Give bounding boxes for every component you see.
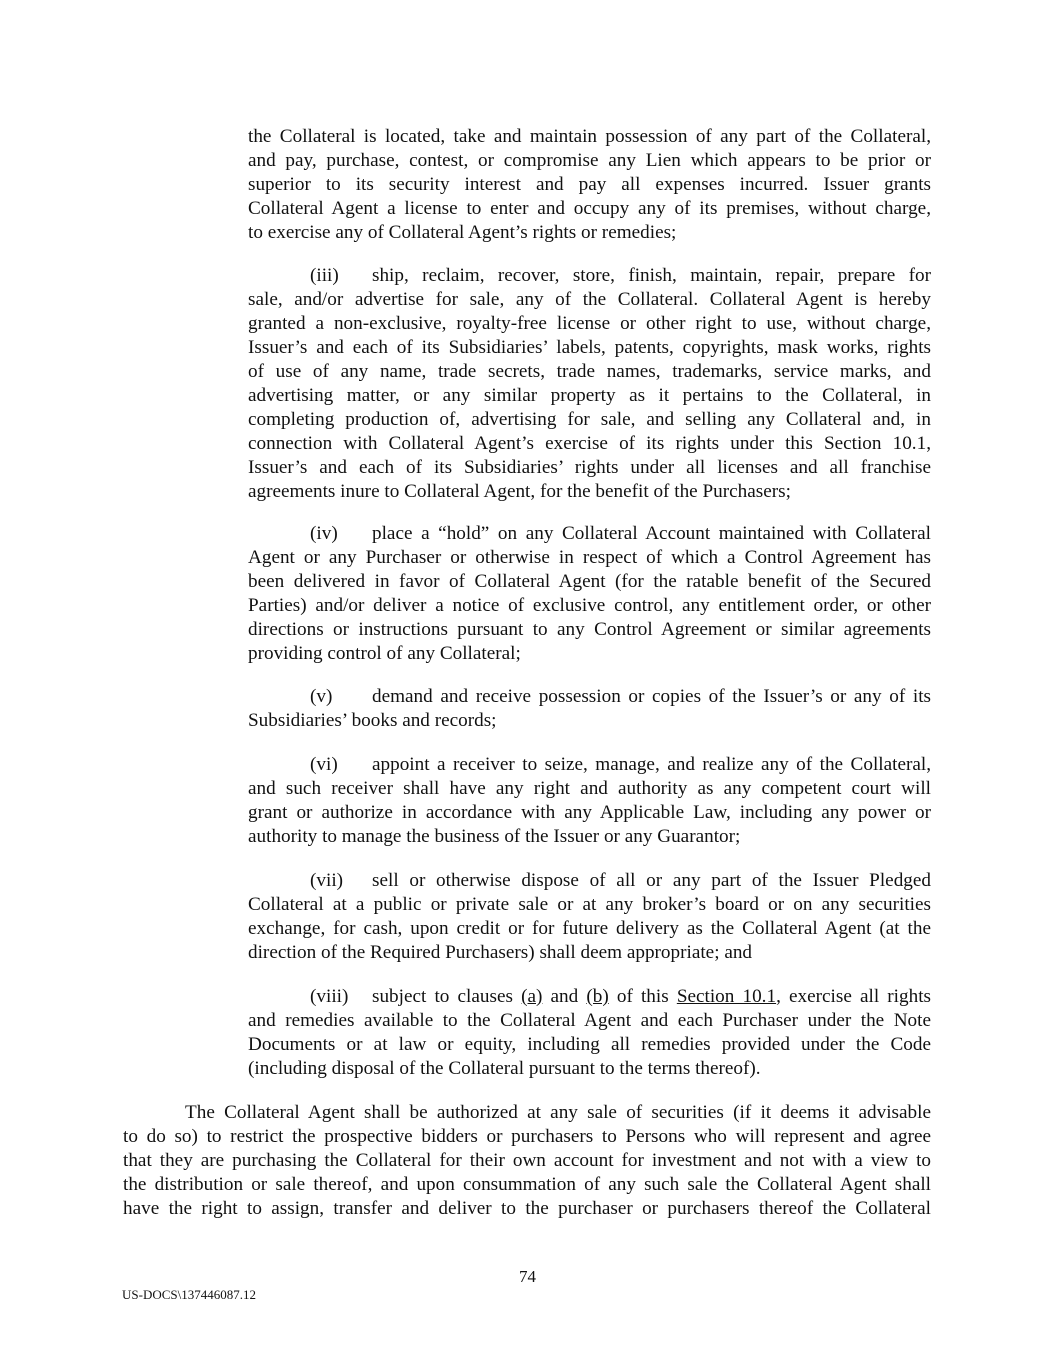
text-line: Subsidiaries’ books and records;	[248, 710, 497, 731]
text-line: grant or authorize in accordance with any Applicable Law, including any power or	[248, 802, 931, 823]
text-line: the distribution or sale thereof, and upon consummation of any such sale the Collateral Agent shall	[123, 1174, 931, 1195]
document-id: US-DOCS\137446087.12	[122, 1287, 256, 1302]
text-line: completing production of, advertising for sale, and selling any Collateral and, in	[248, 409, 931, 430]
text-line: that they are purchasing the Collateral for their own account for investment and not with a view to	[123, 1150, 931, 1171]
text-line: (including disposal of the Collateral pursuant to the terms thereof).	[248, 1058, 761, 1079]
clause-number: (viii)	[310, 986, 349, 1007]
text-fragment: , exercise all rights	[776, 986, 931, 1007]
paragraph-clause-iii	[248, 264, 931, 504]
section-10-1-reference[interactable]: Section 10.1	[676, 986, 777, 1007]
clause-first-line: ship, reclaim, recover, store, finish, maintain, repair, prepare for	[372, 265, 931, 286]
text-line	[248, 522, 931, 546]
paragraph-clause-v	[248, 685, 931, 733]
paragraph-clause-viii	[248, 985, 931, 1081]
page-number: 74	[519, 1267, 536, 1286]
text-line: superior to its security interest and pay all expenses incurred. Issuer grants	[248, 174, 931, 195]
text-line	[248, 869, 931, 893]
text-line: and such receiver shall have any right and authority as any competent court will	[248, 778, 931, 799]
clause-number: (iii)	[310, 265, 339, 286]
text-line: authority to manage the business of the Issuer or any Guarantor;	[248, 826, 741, 847]
clause-number: (iv)	[310, 523, 338, 544]
text-line: to exercise any of Collateral Agent’s rights or remedies;	[248, 222, 677, 243]
clause-first-line: sell or otherwise dispose of all or any part of the Issuer Pledged	[372, 870, 931, 891]
text-line: have the right to assign, transfer and deliver to the purchaser or purchasers thereof the Collateral	[123, 1198, 931, 1219]
text-line: direction of the Required Purchasers) shall deem appropriate; and	[248, 942, 753, 963]
paragraph-continued	[248, 125, 931, 245]
text-line	[248, 753, 931, 777]
clause-a-reference[interactable]: (a)	[521, 986, 543, 1007]
text-line: granted a non-exclusive, royalty-free license or other right to use, without charge,	[248, 313, 931, 334]
text-line: the Collateral is located, take and maintain possession of any part of the Collateral,	[248, 126, 931, 147]
text-line: providing control of any Collateral;	[248, 643, 521, 664]
text-fragment: and	[542, 986, 587, 1007]
text-line: Issuer’s and each of its Subsidiaries’ labels, patents, copyrights, mask works, rights	[248, 337, 931, 358]
text-line: exchange, for cash, upon credit or for future delivery as the Collateral Agent (at the	[248, 918, 931, 939]
text-line: Parties) and/or deliver a notice of exclusive control, any entitlement order, or other	[248, 595, 931, 616]
text-line: Issuer’s and each of its Subsidiaries’ rights under all licenses and all franchise	[248, 457, 931, 478]
clause-first-line: place a “hold” on any Collateral Account maintained with Collateral	[372, 523, 931, 544]
paragraph-clause-vi	[248, 753, 931, 849]
text-line: of use of any name, trade secrets, trade names, trademarks, service marks, and	[248, 361, 931, 382]
text-line: Agent or any Purchaser or otherwise in respect of which a Control Agreement has	[248, 547, 931, 568]
clause-number: (vii)	[310, 870, 344, 891]
text-line: Documents or at law or equity, including all remedies provided under the Code	[248, 1034, 931, 1055]
text-line	[248, 985, 931, 1009]
text-line	[248, 264, 931, 288]
clause-first-line: appoint a receiver to seize, manage, and realize any of the Collateral,	[372, 754, 931, 775]
text-line: to do so) to restrict the prospective bidders or purchasers to Persons who will represent and agree	[123, 1126, 931, 1147]
text-line: connection with Collateral Agent’s exercise of its rights under this Section 10.1,	[248, 433, 931, 454]
text-line: sale, and/or advertise for sale, any of the Collateral. Collateral Agent is hereby	[248, 289, 931, 310]
text-line	[248, 685, 931, 709]
clause-number: (vi)	[310, 754, 338, 775]
text-line: The Collateral Agent shall be authorized at any sale of securities (if it deems it advisable	[185, 1102, 931, 1123]
text-line: and pay, purchase, contest, or compromise any Lien which appears to be prior or	[248, 150, 931, 171]
clause-number: (v)	[310, 686, 333, 707]
text-line: advertising matter, or any similar property as it pertains to the Collateral, in	[248, 385, 931, 406]
text-line: Collateral Agent a license to enter and occupy any of its premises, without charge,	[248, 198, 931, 219]
paragraph-clause-vii	[248, 869, 931, 965]
text-fragment: of this	[608, 986, 677, 1007]
text-line: directions or instructions pursuant to any Control Agreement or similar agreements	[248, 619, 931, 640]
text-line: Collateral at a public or private sale or at any broker’s board or on any securities	[248, 894, 931, 915]
text-line: agreements inure to Collateral Agent, for the benefit of the Purchasers;	[248, 481, 791, 502]
text-fragment: subject to clauses	[372, 986, 522, 1007]
clause-first-line: demand and receive possession or copies of the Issuer’s or any of its	[372, 686, 931, 707]
paragraph-closing	[123, 1101, 931, 1221]
clause-b-reference[interactable]: (b)	[586, 986, 609, 1007]
text-line: been delivered in favor of Collateral Agent (for the ratable benefit of the Secured	[248, 571, 931, 592]
text-line: and remedies available to the Collateral Agent and each Purchaser under the Note	[248, 1010, 931, 1031]
paragraph-clause-iv	[248, 522, 931, 666]
